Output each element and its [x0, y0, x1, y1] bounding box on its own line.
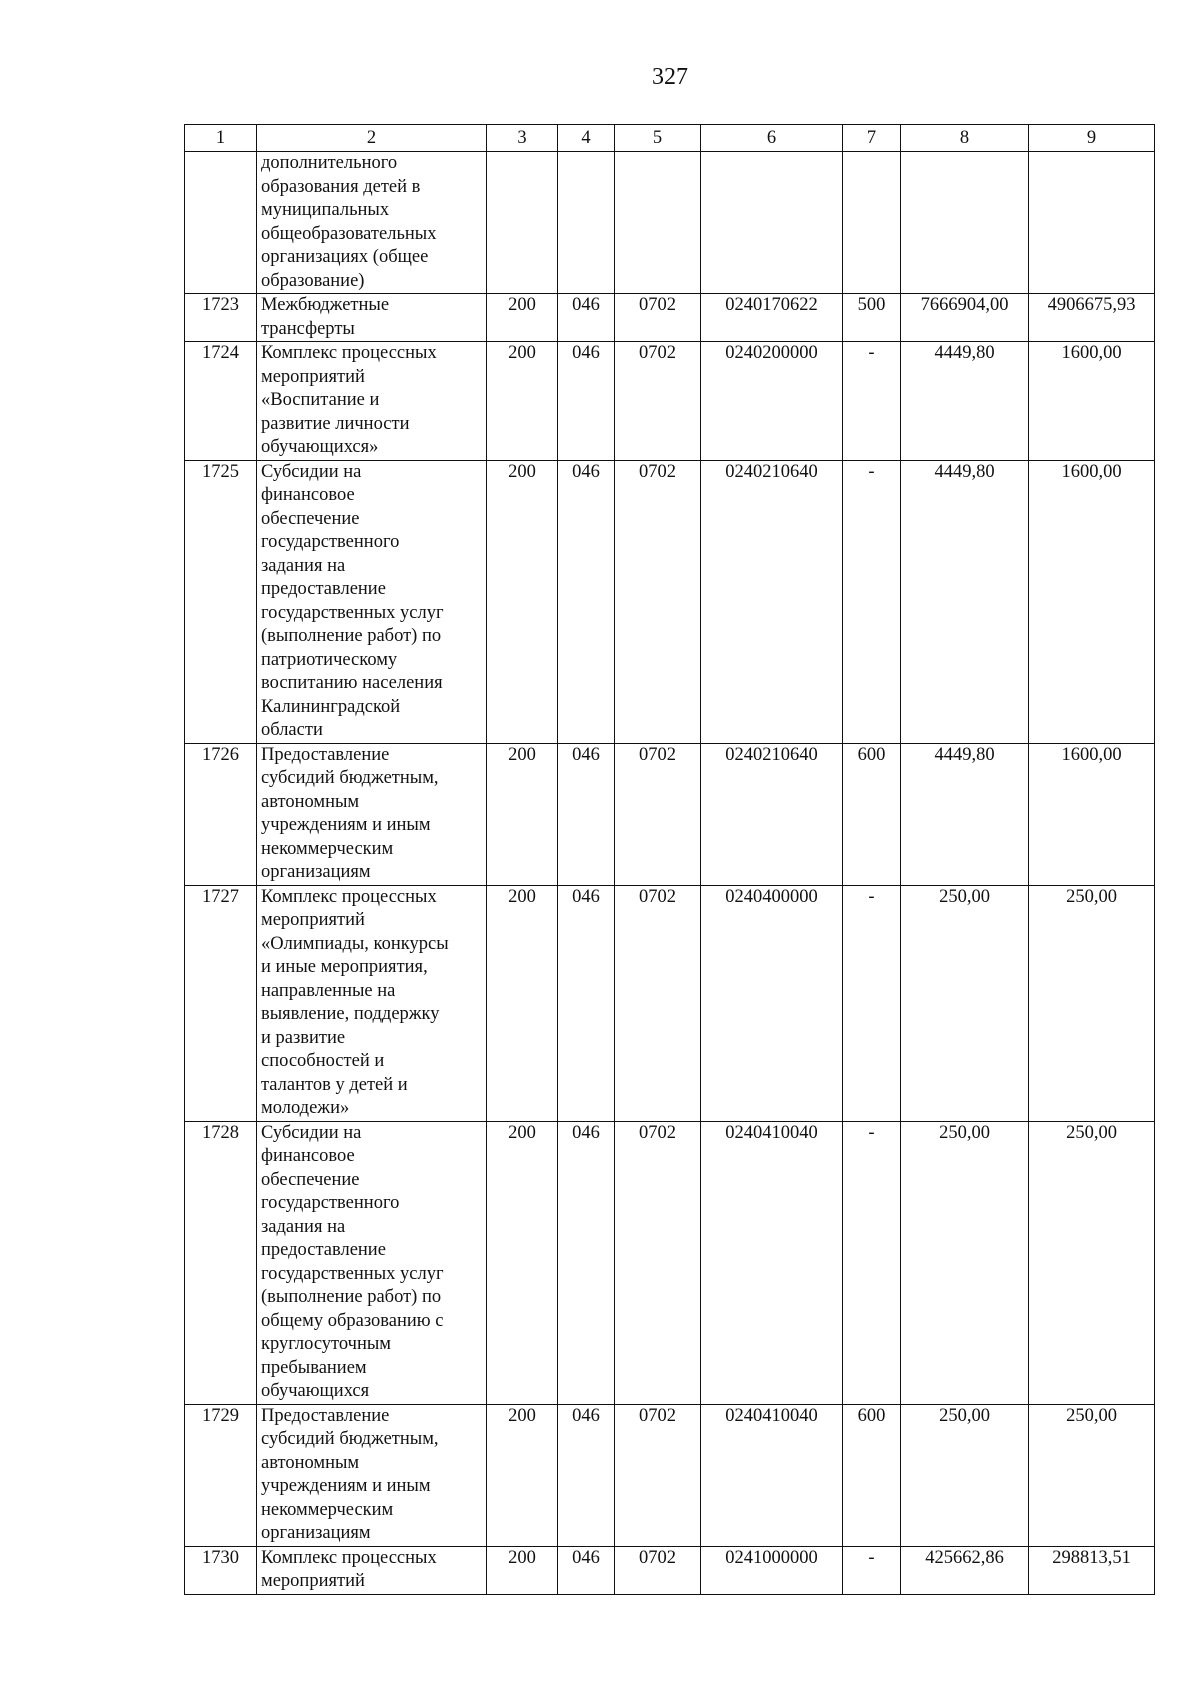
code-5-cell: 0702 [615, 885, 701, 1121]
code-5-cell: 0702 [615, 460, 701, 743]
column-header: 1 [185, 125, 257, 152]
item-name-cell [257, 294, 487, 342]
amount-8-cell [901, 152, 1029, 294]
table-row [185, 460, 1155, 743]
code-7-cell: - [843, 1121, 901, 1404]
row-number-cell: 1728 [185, 1121, 257, 1404]
code-5-cell: 0702 [615, 1404, 701, 1546]
item-name-cell [257, 885, 487, 1121]
code-6-cell: 0241000000 [701, 1546, 843, 1594]
amount-8-cell: 7666904,00 [901, 294, 1029, 342]
column-header: 7 [843, 125, 901, 152]
code-5-cell: 0702 [615, 294, 701, 342]
code-3-cell: 200 [487, 342, 558, 461]
table-row [185, 152, 1155, 294]
amount-8-cell: 4449,80 [901, 342, 1029, 461]
amount-9-cell: 1600,00 [1029, 460, 1155, 743]
row-number-cell: 1727 [185, 885, 257, 1121]
item-name-text: Предоставление субсидий бюджетным, автономным учреждениям и иным некоммерческим организациям [261, 1405, 439, 1543]
code-6-cell: 0240200000 [701, 342, 843, 461]
code-7-cell: - [843, 1546, 901, 1594]
row-number-cell: 1730 [185, 1546, 257, 1594]
header-row [185, 125, 1155, 152]
code-3-cell [487, 152, 558, 294]
code-4-cell: 046 [558, 1121, 615, 1404]
code-3-cell: 200 [487, 460, 558, 743]
code-3-cell: 200 [487, 294, 558, 342]
code-6-cell: 0240210640 [701, 743, 843, 885]
code-5-cell: 0702 [615, 743, 701, 885]
table-row [185, 885, 1155, 1121]
item-name-text: Комплекс процессных мероприятий [261, 1547, 437, 1591]
code-6-cell: 0240170622 [701, 294, 843, 342]
column-header: 5 [615, 125, 701, 152]
table-row [185, 342, 1155, 461]
code-4-cell: 046 [558, 342, 615, 461]
item-name-text: Субсидии на финансовое обеспечение государственного задания на предоставление государственных услуг (выполнение работ) по общему образованию с круглосуточным пребыванием обучающихся [261, 1122, 444, 1401]
item-name-cell [257, 1404, 487, 1546]
code-3-cell: 200 [487, 1546, 558, 1594]
amount-8-cell: 250,00 [901, 885, 1029, 1121]
code-5-cell: 0702 [615, 342, 701, 461]
item-name-cell [257, 152, 487, 294]
amount-8-cell: 4449,80 [901, 460, 1029, 743]
amount-9-cell: 250,00 [1029, 1121, 1155, 1404]
item-name-cell [257, 342, 487, 461]
code-6-cell [701, 152, 843, 294]
table-row [185, 1404, 1155, 1546]
code-7-cell: 600 [843, 743, 901, 885]
code-3-cell: 200 [487, 885, 558, 1121]
column-header: 6 [701, 125, 843, 152]
code-6-cell: 0240410040 [701, 1121, 843, 1404]
item-name-cell [257, 1546, 487, 1594]
code-5-cell [615, 152, 701, 294]
item-name-text: Комплекс процессных мероприятий «Воспитание и развитие личности обучающихся» [261, 343, 437, 457]
table-row [185, 743, 1155, 885]
amount-8-cell: 4449,80 [901, 743, 1029, 885]
code-7-cell [843, 152, 901, 294]
column-header: 2 [257, 125, 487, 152]
code-6-cell: 0240400000 [701, 885, 843, 1121]
item-name-cell [257, 460, 487, 743]
code-4-cell: 046 [558, 294, 615, 342]
column-header: 8 [901, 125, 1029, 152]
code-7-cell: - [843, 885, 901, 1121]
item-name-text: Межбюджетные трансферты [261, 295, 390, 339]
table-row [185, 294, 1155, 342]
item-name-text: дополнительного образования детей в муниципальных общеобразовательных организациях (общее образование) [261, 153, 437, 291]
amount-9-cell: 4906675,93 [1029, 294, 1155, 342]
code-5-cell: 0702 [615, 1121, 701, 1404]
code-4-cell: 046 [558, 460, 615, 743]
code-7-cell: - [843, 460, 901, 743]
item-name-cell [257, 743, 487, 885]
code-6-cell: 0240410040 [701, 1404, 843, 1546]
amount-8-cell: 250,00 [901, 1404, 1029, 1546]
row-number-cell: 1723 [185, 294, 257, 342]
code-3-cell: 200 [487, 1121, 558, 1404]
amount-9-cell: 298813,51 [1029, 1546, 1155, 1594]
code-7-cell: 600 [843, 1404, 901, 1546]
code-4-cell: 046 [558, 1404, 615, 1546]
item-name-text: Субсидии на финансовое обеспечение государственного задания на предоставление государственных услуг (выполнение работ) по патриотическому воспитанию населения Калининградской области [261, 461, 444, 740]
row-number-cell: 1729 [185, 1404, 257, 1546]
budget-table [184, 124, 1155, 1595]
amount-9-cell: 250,00 [1029, 1404, 1155, 1546]
code-7-cell: - [843, 342, 901, 461]
row-number-cell: 1726 [185, 743, 257, 885]
row-number-cell: 1724 [185, 342, 257, 461]
item-name-cell [257, 1121, 487, 1404]
column-header: 3 [487, 125, 558, 152]
amount-9-cell [1029, 152, 1155, 294]
row-number-cell: 1725 [185, 460, 257, 743]
code-4-cell [558, 152, 615, 294]
amount-9-cell: 1600,00 [1029, 743, 1155, 885]
code-3-cell: 200 [487, 743, 558, 885]
column-header: 4 [558, 125, 615, 152]
code-7-cell: 500 [843, 294, 901, 342]
item-name-text: Предоставление субсидий бюджетным, автономным учреждениям и иным некоммерческим организациям [261, 744, 439, 882]
code-4-cell: 046 [558, 885, 615, 1121]
row-number-cell [185, 152, 257, 294]
code-5-cell: 0702 [615, 1546, 701, 1594]
amount-9-cell: 1600,00 [1029, 342, 1155, 461]
table-body [185, 152, 1155, 1595]
page-number: 327 [652, 64, 688, 90]
code-4-cell: 046 [558, 1546, 615, 1594]
amount-8-cell: 425662,86 [901, 1546, 1029, 1594]
code-3-cell: 200 [487, 1404, 558, 1546]
table-row [185, 1546, 1155, 1594]
column-header: 9 [1029, 125, 1155, 152]
code-4-cell: 046 [558, 743, 615, 885]
amount-9-cell: 250,00 [1029, 885, 1155, 1121]
table-row [185, 1121, 1155, 1404]
code-6-cell: 0240210640 [701, 460, 843, 743]
amount-8-cell: 250,00 [901, 1121, 1029, 1404]
item-name-text: Комплекс процессных мероприятий «Олимпиады, конкурсы и иные мероприятия, направленные на выявление, поддержку и развитие способностей и талантов у детей и молодежи» [261, 886, 449, 1118]
